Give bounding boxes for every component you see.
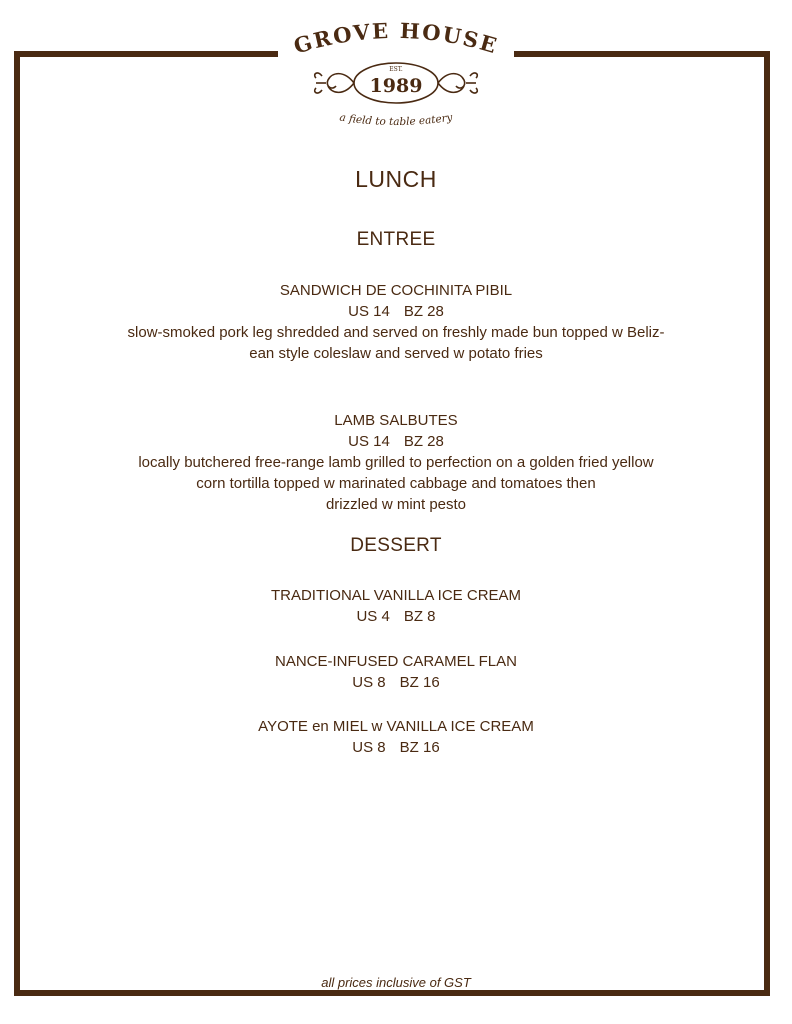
price-us: US 14 xyxy=(348,303,390,320)
item-price xyxy=(40,431,752,452)
logo-est: EST. xyxy=(389,66,403,73)
item-name: AYOTE en MIEL w VANILLA ICE CREAM xyxy=(258,718,534,735)
logo-right-flourish xyxy=(438,73,477,93)
menu-title: LUNCH xyxy=(355,166,437,192)
item-description-line: locally butchered free-range lamb grilled to perfection on a golden fried yellow xyxy=(138,454,654,471)
logo-tagline: a field to table eatery xyxy=(338,111,454,129)
menu-item xyxy=(40,716,752,758)
logo-graphic xyxy=(278,20,514,135)
price-us: US 4 xyxy=(356,608,390,625)
price-us: US 8 xyxy=(352,674,386,691)
item-name: TRADITIONAL VANILLA ICE CREAM xyxy=(270,587,522,604)
section-title-entree: ENTREE xyxy=(356,229,436,250)
item-description-line: drizzled w mint pesto xyxy=(325,496,467,513)
menu-item xyxy=(40,280,752,364)
item-name: NANCE-INFUSED CARAMEL FLAN xyxy=(275,653,517,670)
item-price xyxy=(40,737,752,758)
menu-item xyxy=(40,651,752,693)
item-description-line: slow-smoked pork leg shredded and served on freshly made bun topped w Beliz- xyxy=(127,324,665,341)
price-bz: BZ 28 xyxy=(403,433,444,450)
item-description-line: corn tortilla topped w marinated cabbage and tomatoes then xyxy=(196,475,596,492)
item-name: SANDWICH DE COCHINITA PIBIL xyxy=(279,282,513,299)
price-bz: BZ 16 xyxy=(399,739,440,756)
item-price xyxy=(40,606,752,627)
section-title-dessert: DESSERT xyxy=(350,535,442,556)
logo-left-flourish xyxy=(315,73,354,93)
menu-item xyxy=(40,410,752,515)
price-bz: BZ 28 xyxy=(403,303,444,320)
grove-house-logo xyxy=(278,20,514,135)
item-price xyxy=(40,301,752,322)
item-name: LAMB SALBUTES xyxy=(334,412,458,429)
price-bz: BZ 16 xyxy=(399,674,440,691)
item-price xyxy=(40,672,752,693)
item-description-line: ean style coleslaw and served w potato fries xyxy=(249,345,543,362)
price-footnote: all prices inclusive of GST xyxy=(321,975,471,990)
price-us: US 8 xyxy=(352,739,386,756)
logo-year: 1989 xyxy=(369,75,423,97)
price-us: US 14 xyxy=(348,433,390,450)
logo-name: GROVE HOUSE xyxy=(290,20,502,59)
price-bz: BZ 8 xyxy=(403,608,436,625)
menu-item xyxy=(40,585,752,627)
